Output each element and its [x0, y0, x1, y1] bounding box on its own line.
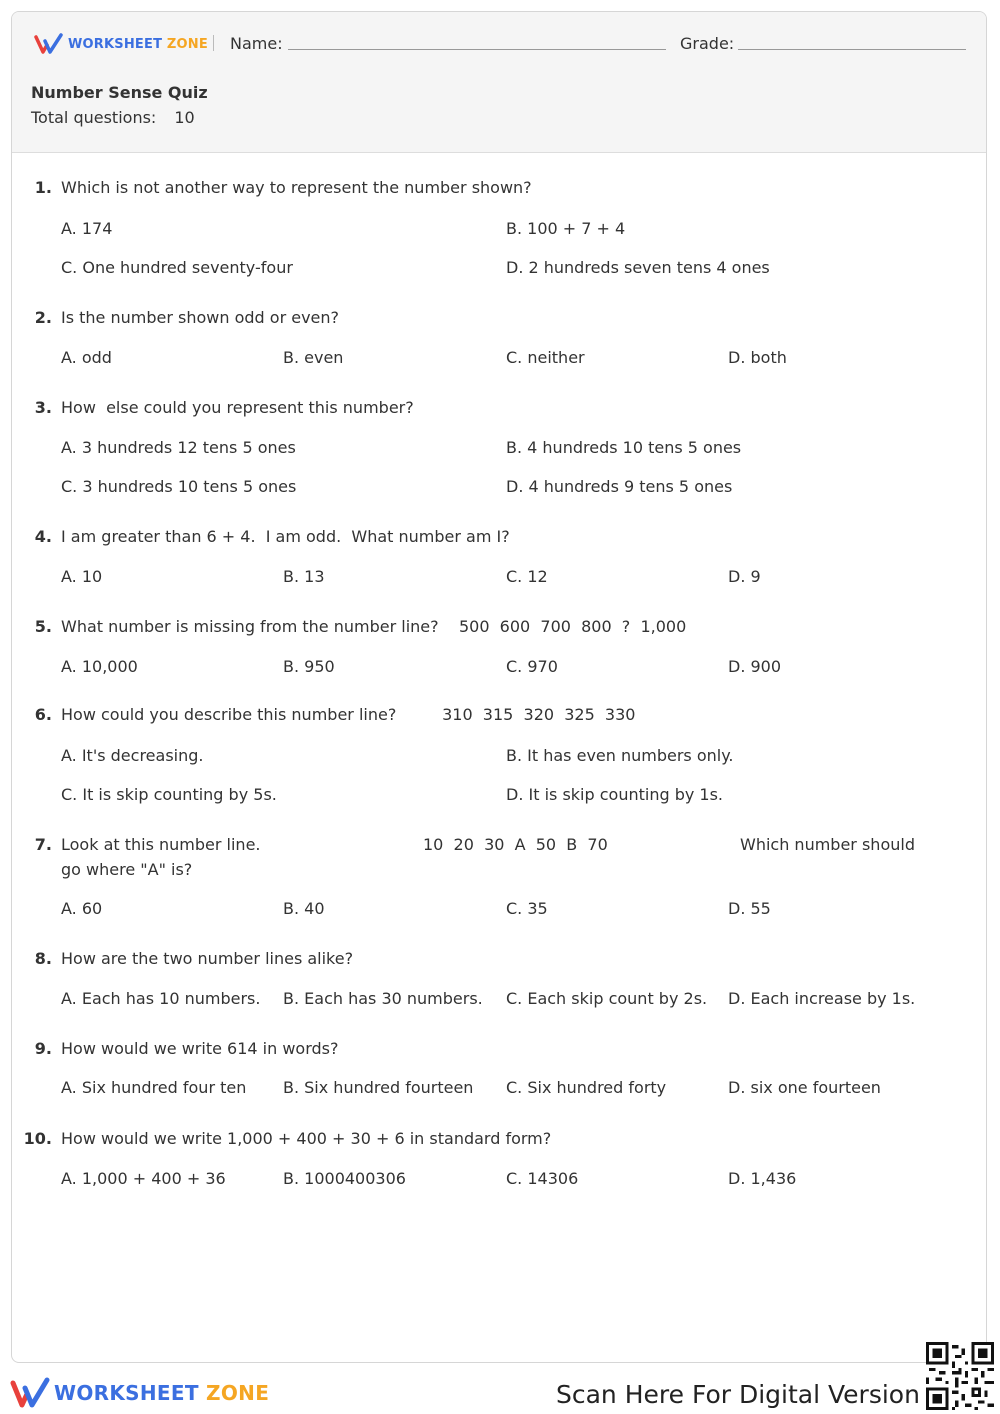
question-number: 10. — [23, 1129, 52, 1148]
name-field[interactable] — [288, 49, 666, 50]
footer-brand-logo — [10, 1377, 269, 1409]
option-a[interactable]: A. 10 — [61, 567, 103, 586]
option-a[interactable]: A. 1,000 + 400 + 36 — [61, 1169, 226, 1188]
option-c[interactable]: C. 3 hundreds 10 tens 5 ones — [61, 477, 297, 496]
option-c[interactable]: C. Six hundred forty — [506, 1078, 667, 1097]
question-number: 9. — [34, 1039, 52, 1058]
option-d[interactable]: D. six one fourteen — [728, 1078, 881, 1097]
option-a[interactable]: A. Six hundred four ten — [61, 1078, 247, 1097]
grade-label: Grade: — [680, 34, 735, 53]
brand-name — [68, 37, 208, 52]
option-d[interactable]: D. 55 — [728, 899, 771, 918]
option-b[interactable]: B. 1000400306 — [283, 1169, 406, 1188]
option-a[interactable]: A. Each has 10 numbers. — [61, 989, 261, 1008]
option-b[interactable]: B. even — [283, 348, 344, 367]
footer-brand-name-right: ZONE — [206, 1381, 270, 1405]
qr-code-icon[interactable] — [926, 1342, 994, 1410]
footer-brand-name — [54, 1381, 269, 1405]
grade-field[interactable] — [738, 49, 966, 50]
option-d[interactable]: D. both — [728, 348, 787, 367]
question-number: 4. — [34, 527, 52, 546]
question-number: 6. — [34, 705, 52, 724]
total-questions-label: Total questions: — [31, 108, 157, 127]
brand-name-right: ZONE — [166, 36, 208, 52]
footer-brand-name-left: WORKSHEET — [54, 1381, 199, 1405]
question-number: 5. — [34, 617, 52, 636]
option-b[interactable]: B. 40 — [283, 899, 325, 918]
brand-logo — [34, 33, 208, 55]
option-a[interactable]: A. It's decreasing. — [61, 746, 204, 765]
question-text: Is the number shown odd or even? — [61, 308, 340, 327]
option-d[interactable]: D. 9 — [728, 567, 761, 586]
question-text: Which is not another way to represent the number shown? — [61, 178, 532, 197]
worksheet-header — [12, 12, 986, 153]
option-a[interactable]: A. 3 hundreds 12 tens 5 ones — [61, 438, 296, 457]
option-a[interactable]: A. 10,000 — [61, 657, 138, 676]
option-b[interactable]: B. 13 — [283, 567, 325, 586]
question-text-part-3: go where "A" is? — [61, 860, 193, 879]
question-text: How else could you represent this number? — [61, 398, 414, 417]
option-b[interactable]: B. 100 + 7 + 4 — [506, 219, 626, 238]
worksheetzone-logo-icon — [10, 1377, 50, 1409]
option-c[interactable]: C. 970 — [506, 657, 558, 676]
question-text: How would we write 1,000 + 400 + 30 + 6 in standard form? — [61, 1129, 552, 1148]
option-d[interactable]: D. 900 — [728, 657, 782, 676]
option-d[interactable]: D. 1,436 — [728, 1169, 797, 1188]
quiz-title: Number Sense Quiz — [31, 83, 208, 102]
option-a[interactable]: A. 174 — [61, 219, 113, 238]
option-b[interactable]: B. 950 — [283, 657, 335, 676]
header-divider — [213, 35, 214, 51]
option-b[interactable]: B. 4 hundreds 10 tens 5 ones — [506, 438, 742, 457]
option-c[interactable]: C. Each skip count by 2s. — [506, 989, 708, 1008]
option-d[interactable]: D. It is skip counting by 1s. — [506, 785, 724, 804]
question-number: 1. — [34, 178, 52, 197]
option-b[interactable]: B. Each has 30 numbers. — [283, 989, 483, 1008]
brand-name-left: WORKSHEET — [68, 36, 163, 52]
option-a[interactable]: A. 60 — [61, 899, 103, 918]
question-text: I am greater than 6 + 4. I am odd. What number am I? — [61, 527, 510, 546]
total-questions-value: 10 — [174, 108, 195, 127]
scan-text: Scan Here For Digital Version — [556, 1380, 920, 1409]
number-line-sequence: 10 20 30 A 50 B 70 — [423, 835, 608, 854]
question-text: What number is missing from the number line? 500 600 700 800 ? 1,000 — [61, 617, 687, 636]
worksheet-page — [11, 11, 987, 1363]
option-c[interactable]: C. 12 — [506, 567, 548, 586]
option-d[interactable]: D. Each increase by 1s. — [728, 989, 916, 1008]
question-number: 8. — [34, 949, 52, 968]
option-c[interactable]: C. 35 — [506, 899, 548, 918]
question-text: How are the two number lines alike? — [61, 949, 354, 968]
option-c[interactable]: C. It is skip counting by 5s. — [61, 785, 277, 804]
option-c[interactable]: C. neither — [506, 348, 585, 367]
question-text: How could you describe this number line? 310 315 320 325 330 — [61, 705, 636, 724]
question-number: 7. — [34, 835, 52, 854]
question-number: 3. — [34, 398, 52, 417]
option-d[interactable]: D. 2 hundreds seven tens 4 ones — [506, 258, 770, 277]
name-label: Name: — [230, 34, 283, 53]
option-b[interactable]: B. It has even numbers only. — [506, 746, 734, 765]
option-c[interactable]: C. One hundred seventy-four — [61, 258, 293, 277]
option-c[interactable]: C. 14306 — [506, 1169, 579, 1188]
question-text-part-1: Look at this number line. — [61, 835, 261, 854]
worksheetzone-logo-icon — [34, 33, 64, 55]
option-d[interactable]: D. 4 hundreds 9 tens 5 ones — [506, 477, 733, 496]
total-questions — [31, 108, 195, 127]
question-text: How would we write 614 in words? — [61, 1039, 339, 1058]
question-text-part-2: Which number should — [740, 835, 915, 854]
option-a[interactable]: A. odd — [61, 348, 112, 367]
option-b[interactable]: B. Six hundred fourteen — [283, 1078, 474, 1097]
question-number: 2. — [34, 308, 52, 327]
